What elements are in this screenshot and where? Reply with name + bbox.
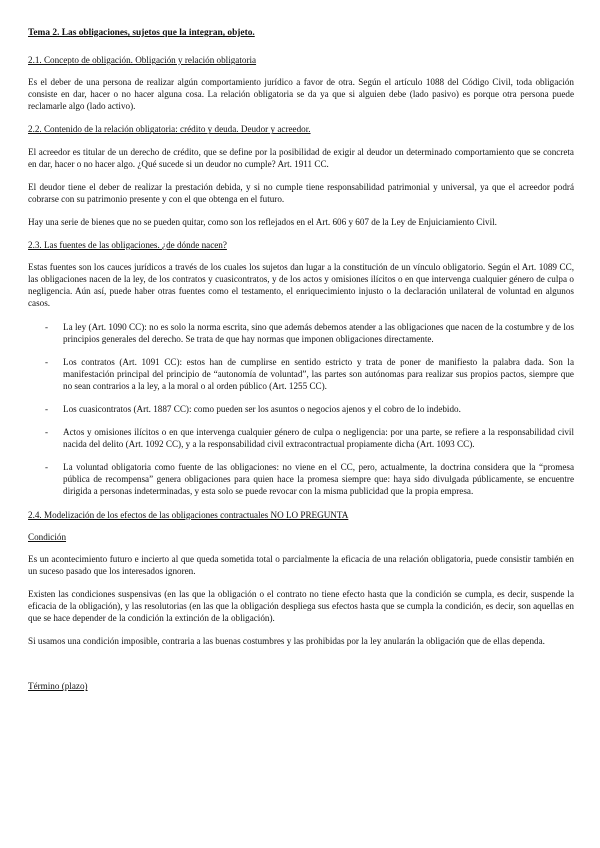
document-page — [28, 27, 574, 702]
paragraph: Si usamos una condición imposible, contraria a las buenas costumbres y las prohibidas por la ley anularán la obligación que de ellas dependa. — [28, 636, 545, 647]
section-heading-2-1: 2.1. Concepto de obligación. Obligación y relación obligatoria — [28, 55, 257, 66]
sources-list — [28, 321, 574, 498]
spacer — [28, 658, 574, 680]
section-heading-2-2: 2.2. Contenido de la relación obligatoria: crédito y deuda. Deudor y acreedor. — [28, 124, 311, 135]
list-item: - La voluntad obligatoria como fuente de las obligaciones: no viene en el CC, pero, actualmente, la doctrina considera que la “promesa pública de recompensa” genera obligaciones para quien hace la promesa siempre que: haya sido divulgada públicamente, se encuentre dirigida a personas indeterminadas, y esta solo se puede revocar con la misma publicidad que la propia empresa. — [28, 461, 574, 497]
subheading-condicion: Condición — [28, 531, 67, 542]
section-heading-2-4: 2.4. Modelización de los efectos de las obligaciones contractuales NO LO PREGUNTA — [28, 509, 349, 520]
list-item: - Los contratos (Art. 1091 CC): estos han de cumplirse en sentido estricto y trata de poner de manifiesto la palabra dada. Son la manifestación principal del principio de “autonomía de voluntad”, las partes son autónomas para realizar sus propios pactos, siempre que no sean contrarios a la ley, a la moral o al orden público (Art. 1255 CC). — [28, 356, 574, 392]
section-heading-2-3: 2.3. Las fuentes de las obligaciones. ¿de dónde nacen? — [28, 240, 227, 251]
paragraph: El acreedor es titular de un derecho de crédito, que se define por la posibilidad de exigir al deudor un determinado comportamiento que se concreta en dar, hacer o no hacer algo. ¿Qué sucede si un deudor no cumple? Art. 1911 CC. — [28, 146, 574, 169]
list-item: - Actos y omisiones ilícitos o en que intervenga cualquier género de culpa o negligencia: por una parte, se refiere a la responsabilidad civil nacida del delito (Art. 1092 CC), y a la responsabilidad civil extracontractual propiamente dicha (Art. 1093 CC). — [28, 426, 574, 450]
paragraph: Hay una serie de bienes que no se pueden quitar, como son los reflejados en el Art. 606 y 607 de la Ley de Enjuiciamiento Civil. — [28, 216, 497, 227]
list-item: - Los cuasicontratos (Art. 1887 CC): como pueden ser los asuntos o negocios ajenos y el cobro de lo indebido. — [28, 403, 574, 415]
paragraph: Estas fuentes son los cauces jurídicos a través de los cuales los sujetos dan lugar a la constitución de un vínculo obligatorio. Según el Art. 1089 CC, las obligaciones nacen de la ley, de los contratos y cuasicontratos, y de los actos y omisiones ilícitos o en que intervenga cualquier género de culpa o negligencia. Aún así, puede haber otras fuentes como el testamento, el enriquecimiento injusto o la declaración unilateral de voluntad en algunos casos. — [28, 262, 574, 309]
paragraph: Es un acontecimiento futuro e incierto al que queda sometida total o parcialmente la eficacia de una relación obligatoria, puede consistir también en un suceso pasado que los interesados ignoren. — [28, 553, 574, 576]
subheading-termino: Término (plazo) — [28, 681, 88, 692]
document-title: Tema 2. Las obligaciones, sujetos que la integran, objeto. — [28, 28, 255, 38]
paragraph: Existen las condiciones suspensivas (en las que la obligación o el contrato no tiene efecto hasta que la condición se cumpla, es decir, suspende la eficacia de la obligación), y las resolutorias (en las que la obligación despliega sus efectos hasta que se cumpla la condición, es decir, son aquellas en que se hace depender de la condición la extinción de la obligación). — [28, 588, 574, 624]
paragraph: El deudor tiene el deber de realizar la prestación debida, y si no cumple tiene responsabilidad patrimonial y universal, ya que el acreedor podrá cobrarse con su patrimonio presente y con el que obtenga en el futuro. — [28, 181, 574, 204]
list-item: - La ley (Art. 1090 CC): no es solo la norma escrita, sino que además debemos atender a las obligaciones que nacen de la costumbre y de los principios generales del derecho. Se trata de que hay normas que imponen obligaciones directamente. — [28, 321, 574, 345]
paragraph: Es el deber de una persona de realizar algún comportamiento jurídico a favor de otra. Según el artículo 1088 del Código Civil, toda obligación consiste en dar, hacer o no hacer alguna cosa. La relación obligatoria se da ya que si alguien debe (lado pasivo) es porque otra persona puede reclamarle algo (lado activo). — [28, 77, 574, 112]
